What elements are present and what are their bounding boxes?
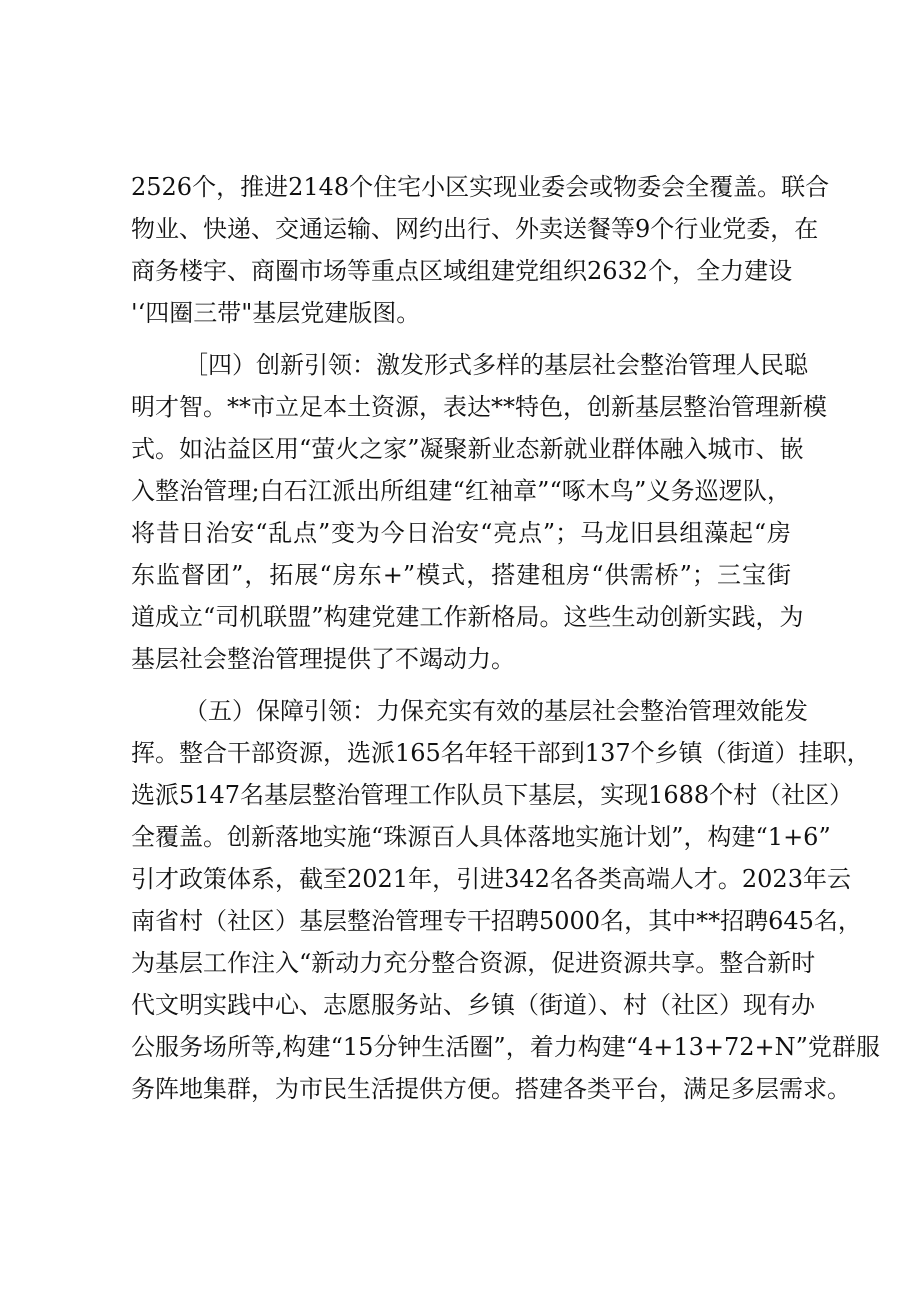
paragraph-line: 2526个，推进2148个住宅小区实现业委会或物委会全覆盖。联合 [131,173,830,201]
paragraph-line: 基层社会整治管理提供了不竭动力。 [131,645,515,673]
paragraph-line: 式。如沾益区用“萤火之家”凝聚新业态新就业群体融入城市、嵌 [131,435,804,463]
paragraph-line: 明才智。**市立足本土资源，表达**特色，创新基层整治管理新模 [131,393,827,421]
paragraph-line: 选派5147名基层整治管理工作队员下基层，实现1688个村（社区） [131,781,854,809]
paragraph-line: '‘四圈三带"基层党建版图。 [131,299,421,327]
section-five-heading-line: （五）保障引领：力保充实有效的基层社会整治管理效能发 [184,697,808,725]
paragraph-line: 引才政策体系，截至2021年，引进342名各类高端人才。2023年云 [131,865,851,893]
paragraph-line: 将昔日治安“乱点”变为今日治安“亮点”；马龙旧县组藻起“房 [131,519,791,547]
paragraph-line: 为基层工作注入“新动力充分整合资源，促进资源共享。整合新时 [131,949,816,977]
paragraph-line: 代文明实践中心、志愿服务站、乡镇（街道）、村（社区）现有办 [131,991,815,1019]
section-four-heading-line: ［四）创新引领：激发形式多样的基层社会整治管理人民聪 [184,351,808,379]
paragraph-line: 挥。整合干部资源，选派165名年轻干部到137个乡镇（街道）挂职， [131,739,871,767]
paragraph-line: 全覆盖。创新落地实施“珠源百人具体落地实施计划”，构建“1+6” [131,823,831,851]
paragraph-line: 物业、快递、交通运输、网约出行、外卖送餐等9个行业党委，在 [131,215,819,243]
paragraph-line: 入整治管理;白石江派出所组建“红袖章”“啄木鸟”义务巡逻队， [131,477,791,505]
paragraph-line: 道成立“司机联盟”构建党建工作新格局。这些生动创新实践，为 [131,603,804,631]
paragraph-line: 公服务场所等,构建“15分钟生活圈”，着力构建“4+13+72+N”党群服 [131,1033,880,1061]
paragraph-line: 东监督团”，拓展“房东+”模式，搭建租房“供需桥”；三宝街 [131,561,791,589]
paragraph-line: 南省村（社区）基层整治管理专干招聘5000名，其中**招聘645名， [131,907,862,935]
paragraph-line: 务阵地集群，为市民生活提供方便。搭建各类平台，满足多层需求。 [131,1075,851,1103]
paragraph-line: 商务楼宇、商圈市场等重点区域组建党组织2632个，全力建设 [131,257,793,285]
